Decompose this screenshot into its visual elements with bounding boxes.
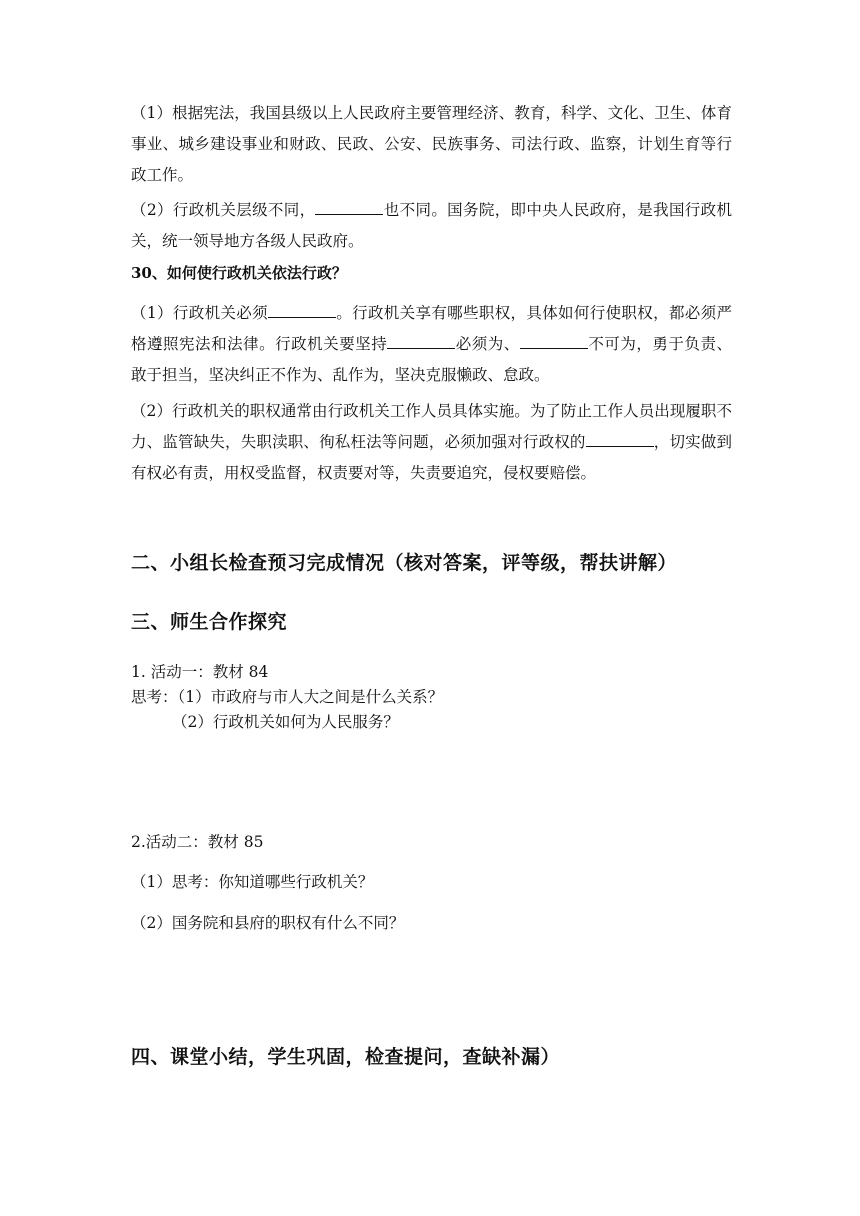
activity-1-question-1: （1）市政府与市人大之间是什么关系？ [177,688,444,706]
fill-blank[interactable] [520,334,588,349]
fill-blank[interactable] [387,334,455,349]
activity-1-question-2: （2）行政机关如何为人民服务？ [172,713,399,731]
q30-text-c: 必须为、 [455,335,520,353]
section-heading-3: 三、师生合作探究 [131,611,288,633]
fill-blank[interactable] [268,303,336,318]
hierarchy-text-a: （2）行政机关层级不同， [131,201,316,219]
q30-paragraph-1 [131,298,732,391]
fill-blank[interactable] [315,200,383,215]
q30-text-a: （1）行政机关必须 [131,304,268,322]
section-heading-2: 二、小组长检查预习完成情况（核对答案，评等级，帮扶讲解） [131,552,678,574]
q30-paragraph-2 [131,396,732,489]
activity-2-question-2: （2）国务院和县府的职权有什么不同？ [131,914,405,932]
question-30-title: 30、如何使行政机关依法行政？ [131,264,347,282]
fill-blank[interactable] [586,432,654,447]
activity-1-think [131,685,443,707]
q30-text-b: 。行政机关享有哪些职权，具体如何行使职权，都必须严格遵照宪法和法律。行政机关要坚持 [131,304,732,353]
hierarchy-text-b: 也不同。国务院，即中央人民政府，是我国行政机关，统一领导地方各级人民政府。 [131,201,732,250]
q30-text-e: （2）行政机关的职权通常由行政机关工作人员具体实施。为了防止工作人员出现履职不力、监管缺失，失职渎职、徇私枉法等问题，必须加强对行政权的 [131,402,732,451]
constitution-text: （1）根据宪法，我国县级以上人民政府主要管理经济、教育，科学、文化、卫生、体育事业、城乡建设事业和财政、民政、公安、民族事务、司法行政、监察，计划生育等行政工作。 [131,104,732,184]
activity-2-title: 2.活动二：教材 85 [131,833,264,851]
activity-2-question-1: （1）思考：你知道哪些行政机关？ [131,873,374,891]
section-heading-4: 四、课堂小结，学生巩固，检查提问，查缺补漏） [131,1046,561,1068]
q30-text-f: ，切实做到有权必有责，用权受监督，权责要对等，失责要追究，侵权要赔偿。 [131,433,732,482]
activity-1-title: 1. 活动一：教材 84 [131,663,269,681]
think-label: 思考： [131,688,178,706]
q30-text-d: 不可为，勇于负责、敢于担当，坚决纠正不作为、乱作为，坚决克服懒政、怠政。 [131,335,732,384]
constitution-paragraph [131,98,732,191]
hierarchy-paragraph [131,195,732,257]
